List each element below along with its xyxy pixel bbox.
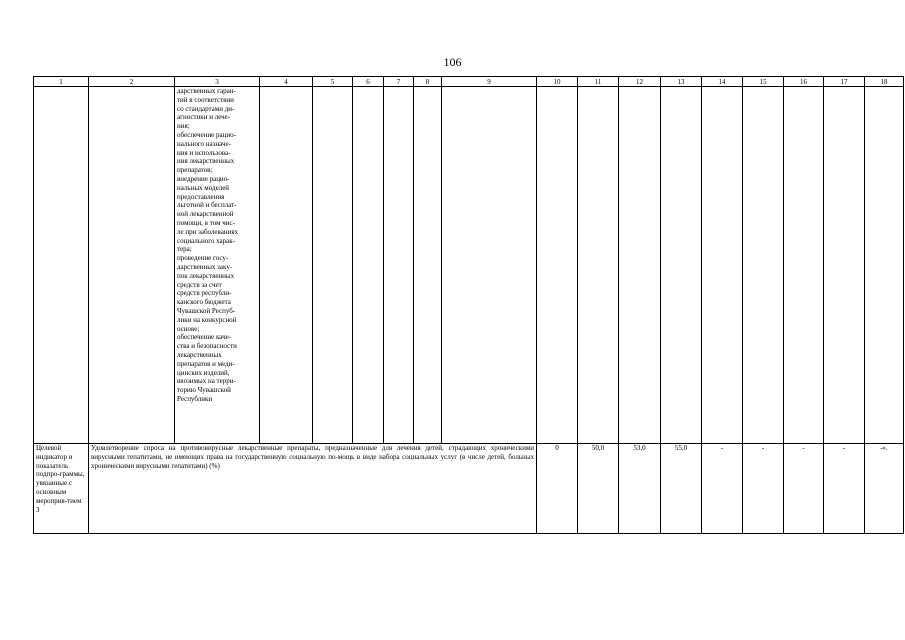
measures-line: препаратов и меди- — [177, 359, 235, 368]
measures-line: дарственных гаран- — [177, 87, 236, 95]
measures-line: основе; — [177, 324, 200, 333]
table-cell — [865, 87, 904, 444]
indicator-value: 50,0 — [578, 444, 619, 534]
measures-line: средств за счет — [177, 280, 222, 289]
measures-line: ле при заболеваниях — [177, 227, 239, 236]
indicator-value: 55,0 — [661, 444, 702, 534]
column-number: 15 — [743, 77, 784, 87]
measures-line: лекарственных — [177, 350, 222, 359]
column-number-row — [34, 77, 904, 87]
program-table — [33, 76, 904, 534]
table-cell — [414, 87, 442, 444]
measures-line: препаратов; — [177, 166, 213, 175]
measures-line: внедрение рацио- — [177, 174, 230, 183]
table-cell — [353, 87, 384, 444]
measures-line: социального харак- — [177, 236, 235, 245]
column-number: 14 — [702, 77, 743, 87]
table-cell — [784, 87, 824, 444]
measures-line: ства и безопасности — [177, 342, 237, 351]
measures-line: канского бюджета — [177, 298, 231, 307]
table-cell — [34, 87, 89, 444]
column-number: 7 — [384, 77, 414, 87]
measures-line: проведение госу- — [177, 254, 229, 263]
column-number: 1 — [34, 77, 89, 87]
column-number: 16 — [784, 77, 824, 87]
table-cell — [619, 87, 661, 444]
measures-line: предоставления — [177, 192, 225, 201]
measures-line: торию Чувашской — [177, 386, 231, 395]
measures-line: нальных моделей — [177, 183, 230, 192]
measures-line: ния; — [177, 122, 190, 131]
measures-line: ной лекарственной — [177, 210, 234, 219]
indicator-value: 0 — [537, 444, 578, 534]
table-cell — [743, 87, 784, 444]
column-number: 9 — [442, 77, 537, 87]
measures-line: цинских изделий, — [177, 368, 230, 377]
indicator-value: - — [702, 444, 743, 534]
table-cell — [384, 87, 414, 444]
column-number: 12 — [619, 77, 661, 87]
column-number: 8 — [414, 77, 442, 87]
column-number: 18 — [865, 77, 904, 87]
indicator-value: - — [824, 444, 865, 534]
page-number: 106 — [443, 55, 462, 69]
table-cell — [260, 87, 313, 444]
measures-line: ния и использова- — [177, 148, 231, 157]
measures-line: обеспечение каче- — [177, 333, 232, 342]
table-cell — [442, 87, 537, 444]
table-cell — [824, 87, 865, 444]
indicator-value: - — [784, 444, 824, 534]
table-cell — [89, 87, 175, 444]
column-number: 13 — [661, 77, 702, 87]
measures-line: средств республи- — [177, 289, 232, 298]
measures-line: агностики и лече- — [177, 113, 231, 122]
indicator-label: Целевой индикатор и показатель подпро-граммы, увязанные с основным мероприя-тием 3 — [34, 444, 89, 534]
column-number: 2 — [89, 77, 175, 87]
measures-line: со стандартами ди- — [177, 104, 235, 113]
measures-line: лики на конкурсной — [177, 315, 237, 324]
column-number: 11 — [578, 77, 619, 87]
column-number: 10 — [537, 77, 578, 87]
indicator-value: -». — [865, 444, 904, 534]
measures-cell — [175, 87, 260, 444]
indicator-description: Удовлетворение спроса на противовирусные лекарственные препараты, предназначенные для лечения детей, страдающих хроническими вирусными гепатитами, не имеющих права на государственную социальную по-мощь в виде набора социальных услуг (в числе детей, больных хроническими вирусными гепатитами) (%) — [89, 444, 537, 534]
measures-line: обеспечение рацио- — [177, 130, 236, 139]
measures-line: тера; — [177, 245, 192, 254]
measures-line: пок лекарственных — [177, 271, 235, 280]
table-cell — [578, 87, 619, 444]
measures-line: ния лекарственных — [177, 157, 235, 166]
measures-line: ввозимых на терри- — [177, 377, 236, 386]
column-number: 6 — [353, 77, 384, 87]
table-cell — [702, 87, 743, 444]
column-number: 3 — [175, 77, 260, 87]
indicator-value: - — [743, 444, 784, 534]
measures-line: Чувашской Респуб- — [177, 306, 236, 315]
measures-line: льготной и бесплат- — [177, 201, 237, 210]
column-number: 5 — [313, 77, 353, 87]
measures-line: помощи, в том чис- — [177, 218, 235, 227]
table-cell — [313, 87, 353, 444]
indicator-value: 53,0 — [619, 444, 661, 534]
measures-line: нального назначе- — [177, 139, 231, 148]
table-cell — [661, 87, 702, 444]
measures-line: Республики — [177, 394, 213, 403]
indicator-row — [34, 444, 904, 534]
table-cell — [537, 87, 578, 444]
column-number: 4 — [260, 77, 313, 87]
measures-line: дарственных заку- — [177, 262, 233, 271]
measures-line: тий в соответствии — [177, 95, 234, 104]
column-number: 17 — [824, 77, 865, 87]
continuation-row — [34, 87, 904, 444]
